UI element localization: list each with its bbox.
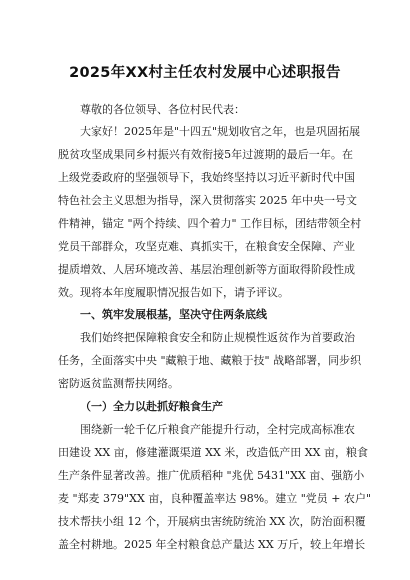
paragraph-line: 特色社会主义思想为指导，深入贯彻落实 2025 年中央一号文 [58, 194, 357, 207]
paragraph-line: 密防返贫监测帮扶网络。 [58, 377, 179, 390]
paragraph-line: 生产条件显著改善。推广优质稻种 "兆优 5431"XX 亩、强筋小 [58, 469, 365, 482]
paragraph-line: 党员干部群众，攻坚克难、真抓实干，在粮食安全保障、产业 [58, 240, 355, 253]
document-title: 2025年XX村主任农村发展中心述职报告 [69, 65, 341, 81]
paragraph-line: 盖全村耕地。2025 年全村粮食总产量达 XX 万斤，较上年增长 [58, 538, 366, 551]
paragraph-line: 大家好！2025年是"十四五"规划收官之年，也是巩固拓展 [80, 125, 361, 138]
paragraph-line: 技术帮扶小组 12 个，开展病虫害统防统治 XX 次，防治面积覆 [58, 515, 366, 528]
paragraph-line: 效。现将本年度履职情况报告如下，请予评议。 [58, 286, 289, 299]
section-heading-1: 一、筑牢发展根基，坚决守住两条底线 [80, 308, 267, 321]
subsection-heading-1: （一）全力以赴抓好粮食生产 [80, 400, 223, 413]
paragraph-line: 脱贫攻坚成果同乡村振兴有效衔接5年过渡期的最后一年。在 [58, 148, 353, 161]
paragraph-line: 麦 "郑麦 379"XX 亩，良种覆盖率达 98%。建立 "党员 + 农户" [58, 492, 372, 505]
salutation: 尊敬的各位领导、各位村民代表： [80, 103, 245, 116]
paragraph-line: 任务，全面落实中央 "藏粮于地、藏粮于技" 战略部署，同步织 [58, 354, 362, 367]
paragraph-line: 围绕新一轮千亿斤粮食产能提升行动，全村完成高标准农 [80, 423, 355, 436]
paragraph-line: 上级党委政府的坚强领导下，我始终坚持以习近平新时代中国 [58, 171, 355, 184]
paragraph-line: 我们始终把保障粮食安全和防止规模性返贫作为首要政治 [80, 331, 355, 344]
paragraph-line: 田建设 XX 亩，修建灌溉渠道 XX 米，改造低产田 XX 亩，粮食 [58, 446, 368, 459]
paragraph-line: 提质增效、人居环境改善、基层治理创新等方面取得阶段性成 [58, 263, 355, 276]
paragraph-line: 件精神，锚定 "两个持续、四个着力" 工作目标，团结带领全村 [58, 217, 362, 230]
